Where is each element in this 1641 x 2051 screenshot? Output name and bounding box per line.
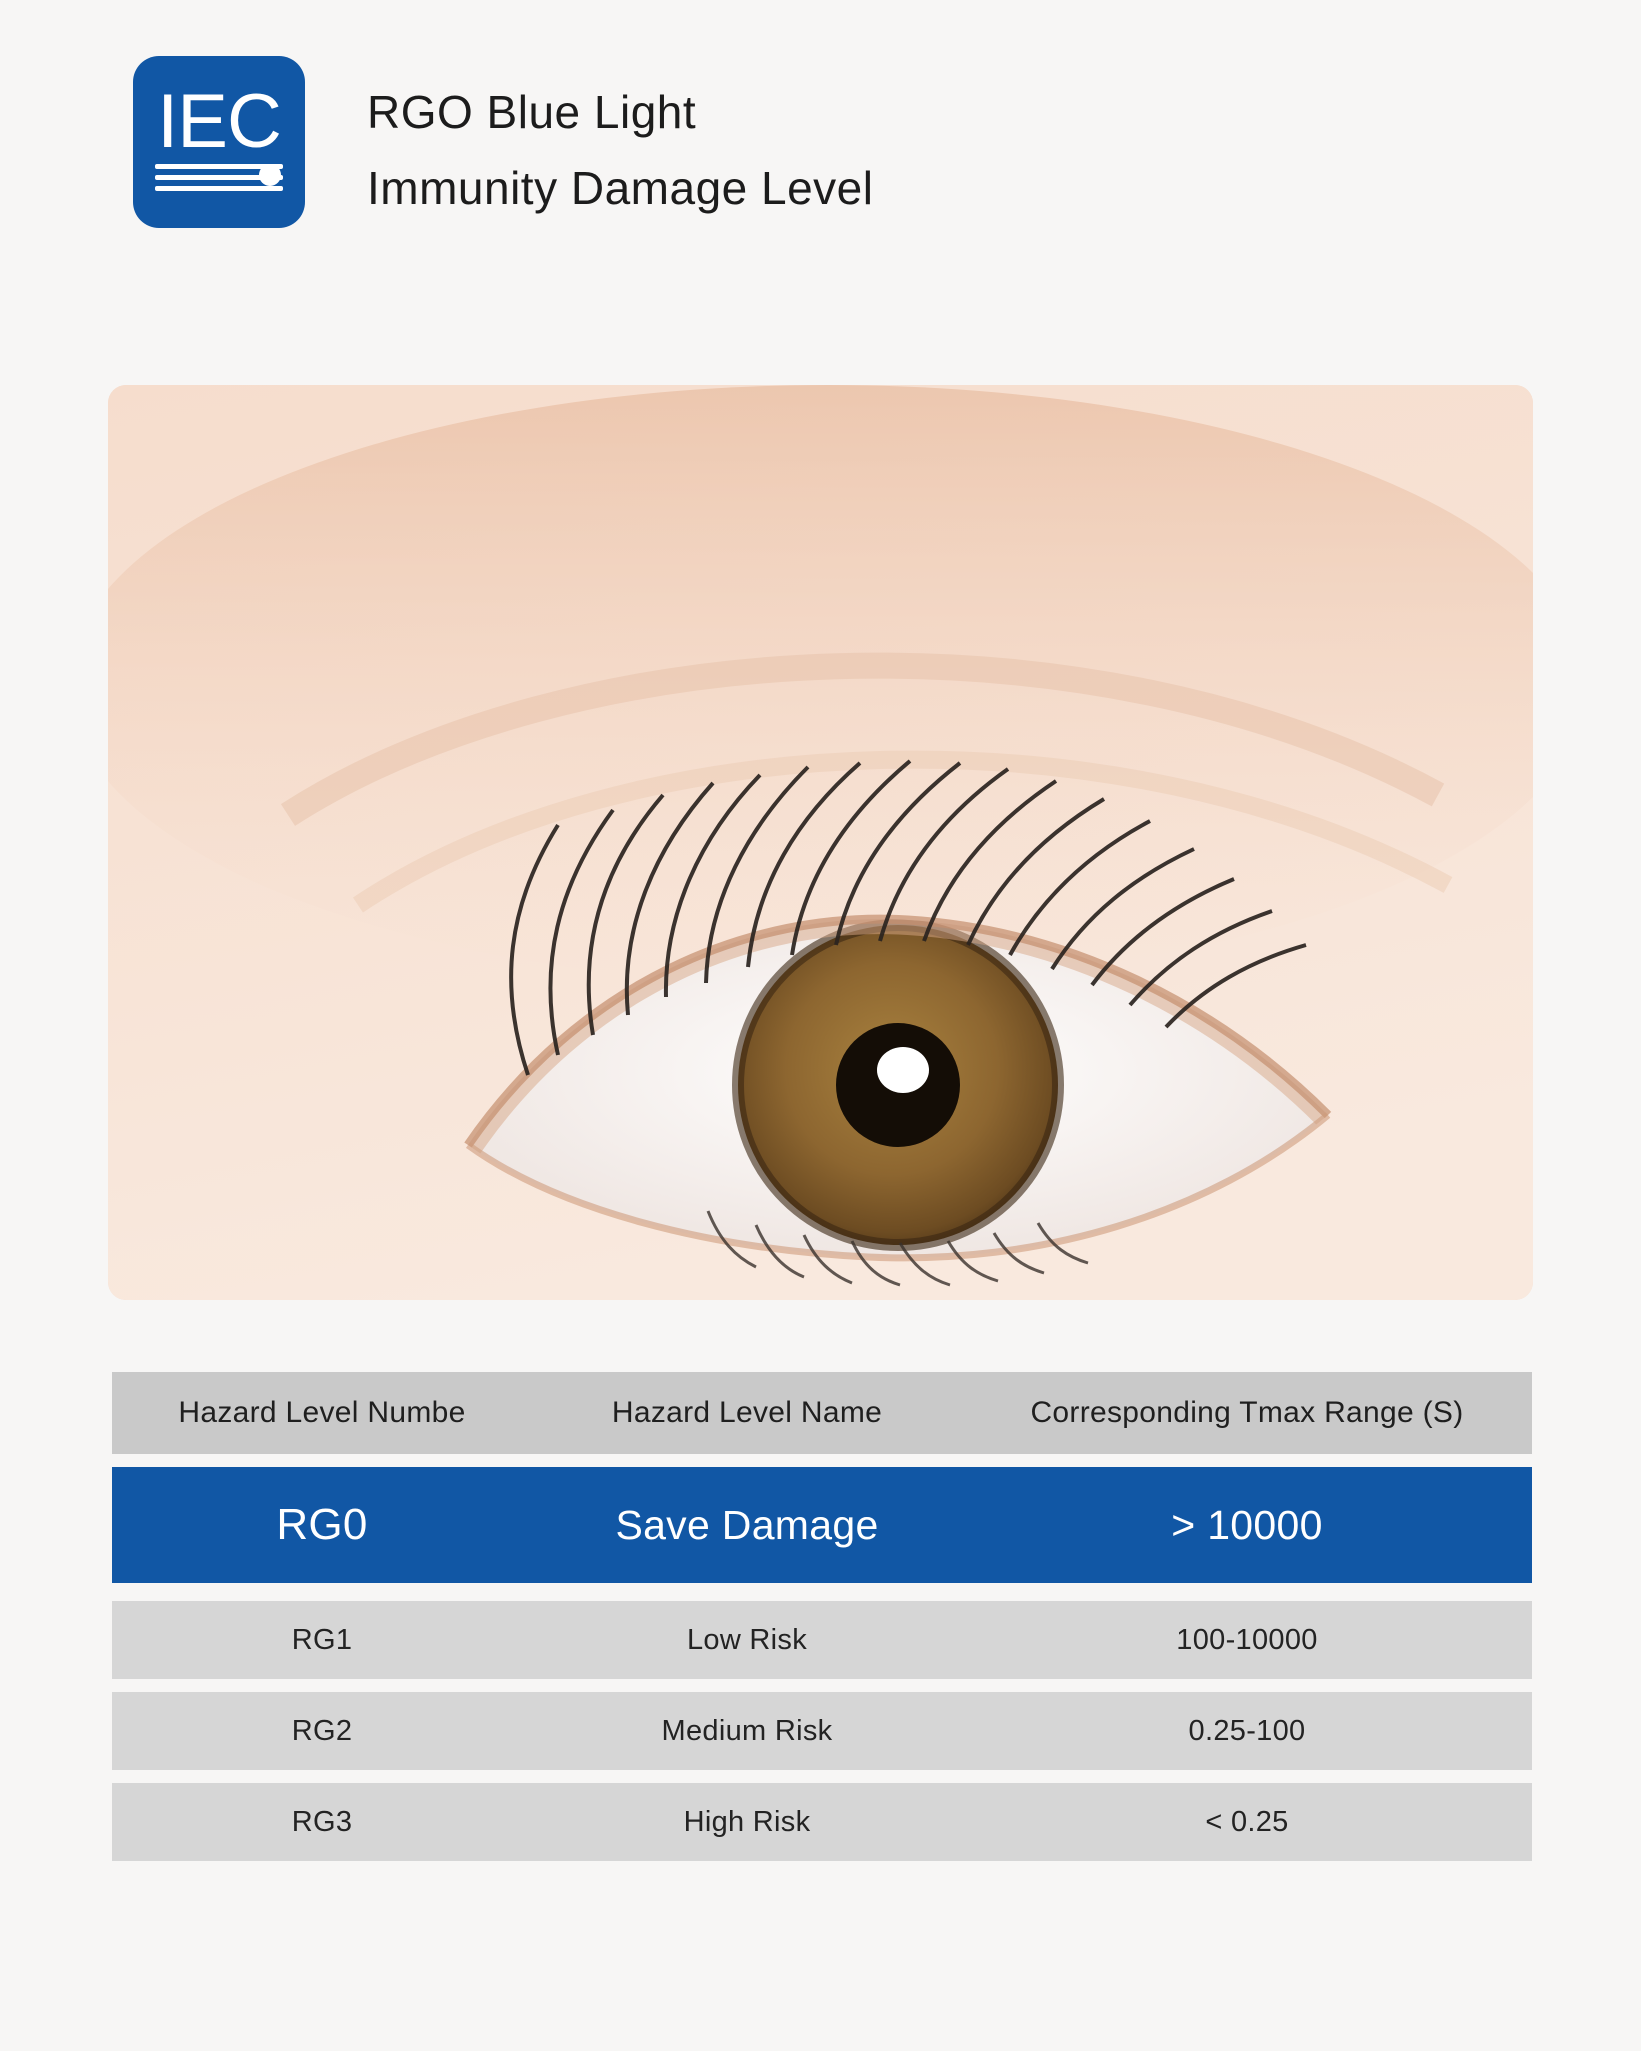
cell-level-number: RG1 <box>291 1623 353 1656</box>
cell-level-name: High Risk <box>683 1805 811 1838</box>
header <box>133 56 873 228</box>
column-header-name: Hazard Level Name <box>611 1396 883 1429</box>
table-row <box>112 1601 1532 1679</box>
logo-dot-icon <box>259 164 281 186</box>
column-header-range: Corresponding Tmax Range (S) <box>1030 1396 1464 1429</box>
cell-tmax-range: 100-10000 <box>1176 1623 1318 1656</box>
cell-level-number: RG3 <box>291 1805 353 1838</box>
iec-logo-icon <box>133 56 305 228</box>
title-line-2: Immunity Damage Level <box>367 162 874 214</box>
table-row <box>112 1467 1532 1583</box>
cell-level-name: Medium Risk <box>661 1714 833 1747</box>
cell-level-name: Low Risk <box>686 1623 808 1656</box>
title-line-1: RGO Blue Light <box>367 86 697 138</box>
cell-level-number: RG0 <box>276 1500 368 1549</box>
cell-tmax-range: < 0.25 <box>1205 1805 1289 1838</box>
cell-level-number: RG2 <box>291 1714 353 1747</box>
page-title <box>367 56 873 226</box>
eye-illustration <box>108 385 1533 1300</box>
column-header-number: Hazard Level Numbe <box>178 1396 466 1429</box>
cell-level-name: Save Damage <box>615 1501 879 1548</box>
hazard-level-table <box>112 1372 1532 1874</box>
eye-photo <box>108 385 1533 1300</box>
table-header-row <box>112 1372 1532 1454</box>
cell-tmax-range: 0.25-100 <box>1188 1714 1306 1747</box>
logo-letters: IEC <box>157 79 281 164</box>
table-row <box>112 1783 1532 1861</box>
table-row <box>112 1692 1532 1770</box>
cell-tmax-range: > 10000 <box>1171 1501 1323 1548</box>
